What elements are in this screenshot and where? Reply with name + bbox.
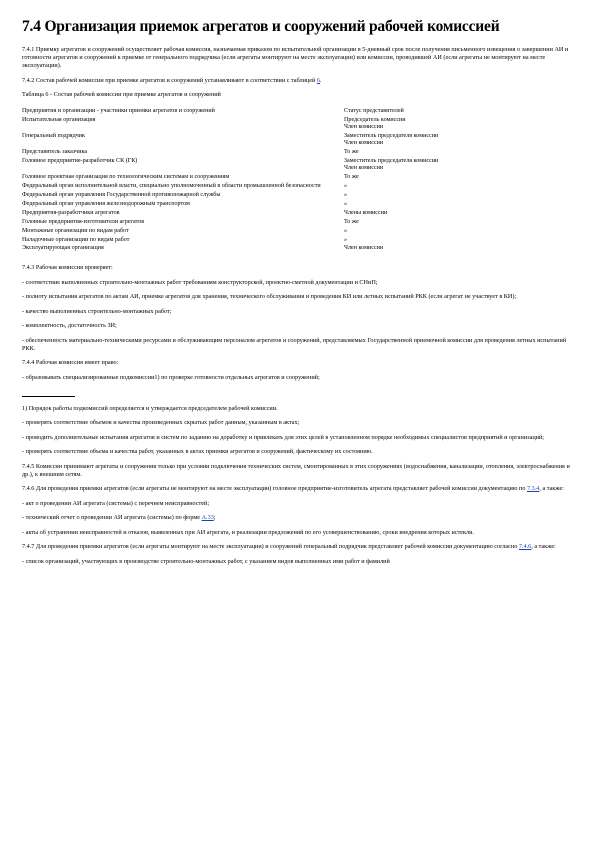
- paragraph-7-4-6: [22, 485, 574, 493]
- status-cell: »: [344, 227, 348, 234]
- footnote-divider: [22, 396, 75, 397]
- document-page: [22, 18, 574, 572]
- item-text: - акты об устранении неисправностей и отказов, выявленных при АИ агрегата, и реализации предложений по его усовершенствованию, сроки внедрения которых истекли.: [22, 528, 474, 536]
- right-item: - образовывать специализированные подкомиссии1) по проверке готовности отдельных агрегатов и сооружений;: [22, 373, 320, 381]
- clause-7-4-6-link[interactable]: 7.4.6: [518, 543, 532, 551]
- paragraph-7-4-1: 7.4.1 Приемку агрегатов и сооружений осуществляет рабочая комиссия, назначаемая приказом по испытательной организации в 5-дневный срок после получения письменного извещения о завершении АИ и готовности агрегатов и сооружений к приемке от генерального подрядчика (если агрегаты монтируют на месте эксплуатации) или комиссии, проводившей АИ (если агрегаты не монтируют на месте эксплуатации).: [22, 46, 569, 69]
- participant-cell: Монтажные организации по видам работ: [22, 227, 129, 234]
- check-item: - соответствие выполненных строительно-монтажных работ требованиям конструкторской, проектно-сметной документации и СНиП;: [22, 278, 378, 286]
- paragraph-text: 7.4.7 Для проведения приемки агрегатов (если агрегаты монтируют на месте эксплуатации) и сооружений генеральный подрядчик представляет рабочей комиссии документацию согласно: [22, 543, 519, 551]
- table-row: [22, 201, 574, 210]
- participant-cell: Головное предприятие-разработчик СК (ГК): [22, 158, 138, 165]
- footnote: 1) Порядок работы подкомиссий определяется и утверждается председателем рабочей комиссии.: [22, 404, 278, 412]
- status-cell: Заместитель председателя комиссии Член комиссии: [344, 133, 439, 147]
- status-cell: Члены комиссии: [344, 209, 388, 216]
- paragraph-7-4-5: 7.4.5 Комиссии принимают агрегаты и сооружения только при условии подключения технических систем, смонтированных в этих сооружениях (водоснабжения, канализации, отопления, электроснабжения и др.), к внешним сетям.: [22, 462, 570, 478]
- participant-cell: Наладочные организации по видам работ: [22, 236, 130, 243]
- check-item: - комплектность, достаточность ЗИ;: [22, 322, 117, 330]
- participant-cell: Генеральный подрядчик: [22, 133, 85, 140]
- documents-list-2: [22, 558, 574, 566]
- table-header-cell: Статус представителей: [344, 108, 404, 114]
- status-cell: »: [344, 236, 348, 243]
- paragraph-end: , а также:: [531, 543, 556, 551]
- table-6-link[interactable]: 6: [316, 76, 320, 84]
- paragraph-7-4-3: 7.4.3 Рабочая комиссия проверяет:: [22, 264, 113, 272]
- participant-cell: Федеральный орган управления Государственной противопожарной службы: [22, 192, 221, 199]
- item-text: - технический отчет о проведении АИ агрегата (системы) по форме: [22, 514, 202, 522]
- paragraph-end: , а также:: [539, 485, 564, 493]
- status-cell: То же: [344, 149, 359, 156]
- status-cell: »: [344, 201, 348, 208]
- right-item: - проводить дополнительные испытания агрегатов и систем по заданию на доработку и привлекать для этих целей в установленном порядке необходимых специалистов предприятий и организаций;: [22, 433, 544, 441]
- participant-cell: Федеральный орган управления железнодорожным транспортом: [22, 201, 190, 208]
- paragraph-text: 7.4.2 Состав рабочей комиссии при приемке агрегатов и сооружений устанавливают в соответствии с таблицей: [22, 76, 317, 84]
- participant-cell: Головное проектная организация по технологическим системам и сооружениям: [22, 174, 230, 181]
- participant-cell: Представитель заказчика: [22, 149, 88, 156]
- status-cell: Член комиссии: [344, 245, 384, 252]
- clause-7-3-4-link[interactable]: 7.3.4: [526, 485, 540, 493]
- table-row: [22, 158, 574, 174]
- participant-cell: Эксплуатирующая организация: [22, 245, 104, 252]
- check-item: - полноту испытания агрегатов по актам АИ, приемке агрегатов для хранения, технического обслуживания и проведения КИ или летных испытаний РКК (если агрегат не участвует в КИ);: [22, 293, 517, 301]
- right-item: - проверять соответствие объема и качества работ, указанных в актах приемки агрегатов и сооружений, фактическому их состоянию.: [22, 448, 373, 456]
- commission-table: [22, 108, 574, 254]
- table-row: [22, 228, 574, 237]
- form-link[interactable]: А.33: [201, 514, 214, 522]
- document-item: [22, 514, 574, 522]
- table-row: [22, 117, 574, 133]
- participant-cell: Испытательная организация: [22, 116, 96, 123]
- paragraph-7-4-4: 7.4.4 Рабочая комиссия имеет право:: [22, 359, 119, 367]
- table-row: [22, 210, 574, 219]
- status-cell: »: [344, 192, 348, 199]
- participant-cell: Головные предприятия-изготовители агрегатов: [22, 218, 145, 225]
- table-row: [22, 174, 574, 183]
- section-title: 7.4 Организация приемок агрегатов и сооружений рабочей комиссией: [22, 18, 500, 35]
- table-row: [22, 149, 574, 158]
- document-item: - список организаций, участвующих в производстве строительно-монтажных работ, с указанием видов выполненных ими работ и фамилий: [22, 557, 390, 565]
- check-list: [22, 279, 574, 353]
- status-cell: То же: [344, 174, 359, 181]
- table-row: [22, 245, 574, 254]
- table-row: [22, 192, 574, 201]
- table-row: [22, 219, 574, 228]
- status-cell: Председатель комиссии Член комиссии: [344, 116, 406, 131]
- table-row: [22, 237, 574, 246]
- status-cell: »: [344, 183, 348, 190]
- rights-list: [22, 374, 574, 382]
- paragraph-end: .: [319, 76, 322, 84]
- paragraph-text: 7.4.6 Для проведения приемки агрегатов (если агрегаты не монтируют на месте эксплуатации) головное предприятие-изготовитель агрегата представляет рабочей комиссии документацию по: [22, 485, 527, 493]
- table-caption: Таблица 6 - Состав рабочей комиссии при приемке агрегатов и сооружений: [22, 91, 221, 98]
- rights-list-continued: [22, 419, 574, 456]
- item-end: ;: [213, 514, 216, 522]
- table-header-cell: Предприятия и организации - участники приемки агрегатов и сооружений: [22, 108, 215, 114]
- document-item: [22, 529, 574, 537]
- check-item: - обеспеченность материально-техническими ресурсами и обслуживающим персоналом агрегатов и сооружений, представляемых Государственной приемочной комиссии для проведения летных испытаний РКК.: [22, 336, 567, 352]
- paragraph-7-4-7: [22, 543, 574, 551]
- right-item: - проверять соответствие объемов и качества произведенных скрытых работ данным, указанным в актах;: [22, 419, 300, 427]
- item-text: - акт о проведении АИ агрегата (системы) с перечнем неисправностей;: [22, 499, 210, 507]
- paragraph-7-4-2: [22, 77, 574, 85]
- documents-list: [22, 500, 574, 537]
- table-header-row: [22, 108, 574, 117]
- document-item: [22, 500, 574, 508]
- participant-cell: Федеральный орган исполнительной власти, специально уполномоченный в области промышленной безопасности: [22, 183, 321, 190]
- check-item: - качество выполненных строительно-монтажных работ;: [22, 307, 172, 315]
- table-row: [22, 133, 574, 149]
- status-cell: То же: [344, 218, 359, 225]
- status-cell: Заместитель председателя комиссии Член комиссии: [344, 158, 439, 172]
- table-row: [22, 183, 574, 192]
- participant-cell: Предприятия-разработчики агрегатов: [22, 209, 120, 216]
